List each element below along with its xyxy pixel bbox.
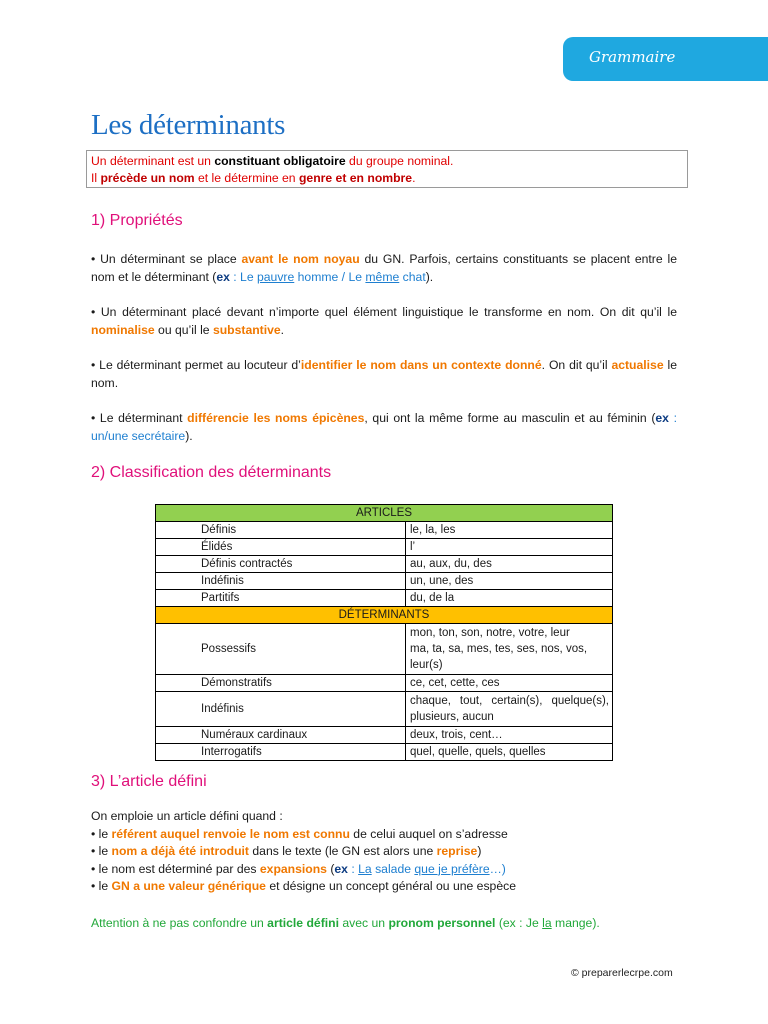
definition-line-2: Il précède un nom et le détermine en genre et en nombre. xyxy=(91,170,416,185)
property-paragraph-1: • Un déterminant se place avant le nom noyau du GN. Parfois, certains constituants se placent entre le nom et le déterminant (ex : Le pauvre homme / Le même chat). xyxy=(91,252,677,284)
property-paragraph-2: • Un déterminant placé devant n’importe quel élément linguistique le transforme en nom. On dit qu’il le nominalise ou qu’il le substantive. xyxy=(91,305,677,337)
table-row: Numéraux cardinaux deux, trois, cent… xyxy=(156,727,613,744)
list-item: • le référent auquel renvoie le nom est connu de celui auquel on s’adresse xyxy=(91,826,508,841)
section-heading-properties: 1) Propriétés xyxy=(91,212,183,229)
definite-article-intro: On emploie un article défini quand : xyxy=(91,809,283,823)
list-item: • le nom a déjà été introduit dans le texte (le GN est alors une reprise) xyxy=(91,844,482,858)
definition-box xyxy=(86,150,688,188)
definition-line-1: Un déterminant est un constituant obligatoire du groupe nominal. xyxy=(91,154,454,168)
section-heading-classification: 2) Classification des déterminants xyxy=(91,464,332,481)
table-row: Définis contractés au, aux, du, des xyxy=(156,556,613,573)
table-row: Indéfinis un, une, des xyxy=(156,573,613,590)
attention-note: Attention à ne pas confondre un article défini avec un pronom personnel (ex : Je la mange). xyxy=(91,916,600,930)
articles-header: ARTICLES xyxy=(156,505,613,522)
list-item: • le GN a une valeur générique et désigne un concept général ou une espèce xyxy=(91,879,516,893)
section-tab-label: Grammaire xyxy=(589,48,676,66)
property-paragraph-3: • Le déterminant permet au locuteur d’identifier le nom dans un contexte donné. On dit qu’il actualise le nom. xyxy=(91,358,677,390)
table-row: Interrogatifs quel, quelle, quels, quelles xyxy=(156,744,613,761)
table-row: Définis le, la, les xyxy=(156,522,613,539)
table-row: Possessifs mon, ton, son, notre, votre, leur ma, ta, sa, mes, tes, ses, nos, vos, leur(s) xyxy=(156,624,613,675)
table-row: Élidés l’ xyxy=(156,539,613,556)
page-title: Les déterminants xyxy=(91,109,286,141)
section-tab xyxy=(563,37,768,81)
section-heading-definite-article: 3) L’article défini xyxy=(91,773,207,790)
copyright-footer: © preparerlecrpe.com xyxy=(571,967,673,979)
property-paragraph-4: • Le déterminant différencie les noms épicènes, qui ont la même forme au masculin et au féminin (ex : un/une secrétaire). xyxy=(91,411,677,443)
list-item: • le nom est déterminé par des expansions (ex : La salade que je préfère…) xyxy=(91,861,506,876)
definite-article-list xyxy=(91,808,677,896)
table-row: Partitifs du, de la xyxy=(156,590,613,607)
table-row: Démonstratifs ce, cet, cette, ces xyxy=(156,675,613,692)
table-row: Indéfinis chaque, tout, certain(s), quelque(s), plusieurs, aucun xyxy=(156,692,613,727)
determinants-header: DÉTERMINANTS xyxy=(156,607,613,624)
classification-table xyxy=(155,504,613,761)
